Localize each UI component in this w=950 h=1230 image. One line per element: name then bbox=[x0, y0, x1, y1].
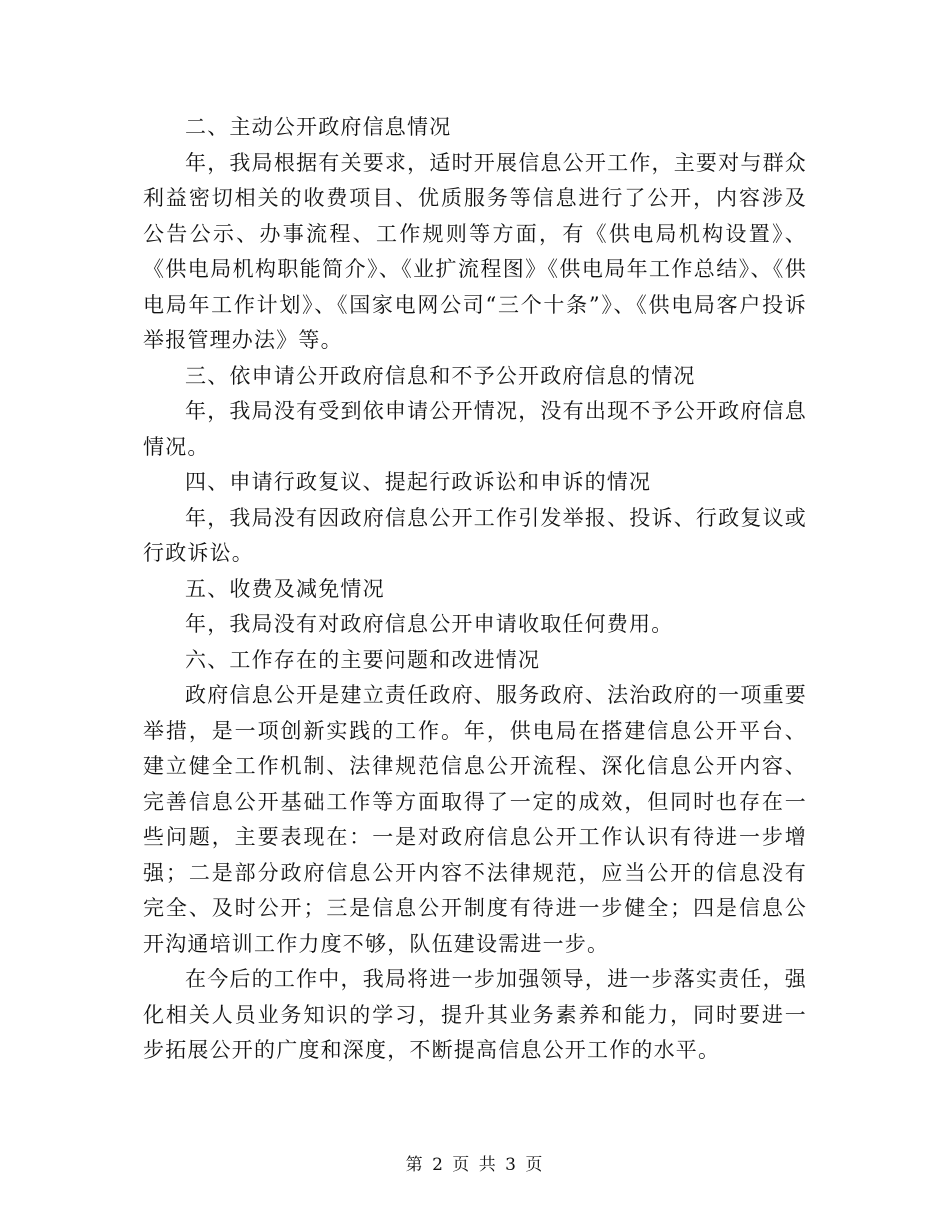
paragraph-problems: 政府信息公开是建立责任政府、服务政府、法治政府的一项重要举措，是一项创新实践的工作。年，供电局在搭建信息公开平台、建立健全工作机制、法律规范信息公开流程、深化信息公开内容、完善信息公开基础工作等方面取得了一定的成效，但同时也存在一些问题，主要表现在：一是对政府信息公开工作认识有待进一步增强；二是部分政府信息公开内容不法律规范，应当公开的信息没有完全、及时公开；三是信息公开制度有待进一步健全；四是信息公开沟通培训工作力度不够，队伍建设需进一步。 bbox=[143, 683, 807, 956]
section-heading-2: 二、主动公开政府信息情况 bbox=[185, 115, 452, 139]
section-heading-3: 三、依申请公开政府信息和不予公开政府信息的情况 bbox=[185, 363, 696, 388]
page-number-footer: 第 2 页 共 3 页 bbox=[405, 1155, 545, 1175]
section-heading-5: 五、收费及减免情况 bbox=[185, 576, 385, 601]
section-heading-4: 四、申请行政复议、提起行政诉讼和申诉的情况 bbox=[185, 470, 652, 494]
paragraph-review-litigation: 年，我局没有因政府信息公开工作引发举报、投诉、行政复议或行政诉讼。 bbox=[143, 505, 807, 565]
paragraph-improvements: 在今后的工作中，我局将进一步加强领导，进一步落实责任，强化相关人员业务知识的学习，提升其业务素养和能力，同时要进一步拓展公开的广度和深度，不断提高信息公开工作的水平。 bbox=[143, 967, 807, 1062]
paragraph-fees: 年，我局没有对政府信息公开申请收取任何费用。 bbox=[185, 612, 674, 636]
document-body bbox=[143, 110, 807, 1069]
section-heading-6: 六、工作存在的主要问题和改进情况 bbox=[185, 647, 541, 672]
paragraph-request-disclosure: 年，我局没有受到依申请公开情况，没有出现不予公开政府信息情况。 bbox=[143, 399, 807, 459]
paragraph-active-disclosure: 年，我局根据有关要求，适时开展信息公开工作，主要对与群众利益密切相关的收费项目、优质服务等信息进行了公开，内容涉及公告公示、办事流程、工作规则等方面，有《供电局机构设置》、《供电局机构职能简介》、《业扩流程图》《供电局年工作总结》、《供电局年工作计划》、《国家电网公司“三个十条”》、《供电局客户投诉举报管理办法》等。 bbox=[143, 150, 807, 352]
